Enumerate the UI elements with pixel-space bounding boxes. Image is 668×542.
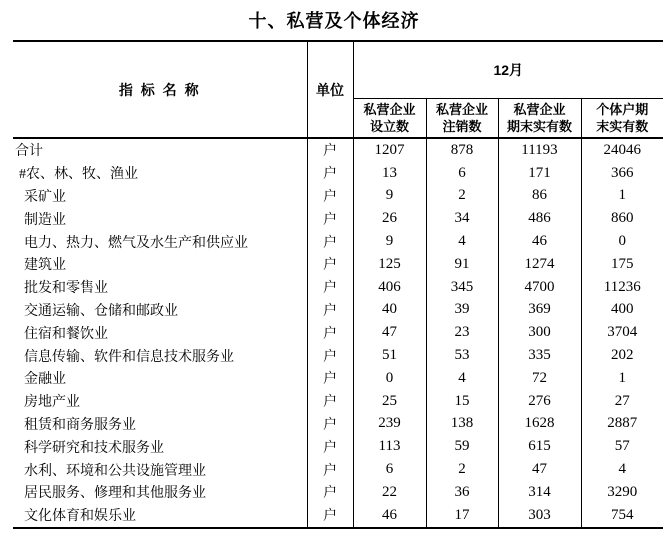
value-cell: 754 xyxy=(581,504,663,528)
value-cell: 15 xyxy=(426,390,498,413)
value-cell: 39 xyxy=(426,299,498,322)
header-col-line: 私营企业 xyxy=(435,102,488,117)
value-cell: 47 xyxy=(382,324,397,341)
value-cell: 239 xyxy=(378,415,401,432)
header-unit: 单位 xyxy=(307,41,353,138)
value-cell: 9 xyxy=(385,187,394,204)
table-row xyxy=(13,481,663,504)
value-cell: 125 xyxy=(378,255,401,272)
row-label: 文化体育和娱乐业 xyxy=(24,509,136,525)
value-cell: 47 xyxy=(498,458,581,481)
value-cell: 2 xyxy=(426,458,498,481)
value-cell: 25 xyxy=(382,392,397,409)
table-row xyxy=(13,253,663,276)
value-cell: 345 xyxy=(426,276,498,299)
header-col-line: 注销数 xyxy=(442,119,482,134)
value-cell: 335 xyxy=(498,344,581,367)
row-label: 信息传输、软件和信息技术服务业 xyxy=(24,349,234,365)
value-cell: 6 xyxy=(426,162,498,185)
value-cell: 6 xyxy=(385,461,394,478)
table-row xyxy=(13,413,663,436)
value-cell: 53 xyxy=(426,344,498,367)
row-unit: 户 xyxy=(307,321,353,344)
value-cell: 3704 xyxy=(581,321,663,344)
row-label: 租赁和商务服务业 xyxy=(24,417,136,433)
header-indicator-name: 指 标 名 称 xyxy=(118,81,201,98)
row-unit: 户 xyxy=(307,207,353,230)
value-cell: 11193 xyxy=(498,138,581,162)
row-label: 批发和零售业 xyxy=(24,281,108,297)
value-cell: 171 xyxy=(498,162,581,185)
table-row xyxy=(13,230,663,253)
row-unit: 户 xyxy=(307,504,353,528)
value-cell: 72 xyxy=(498,367,581,390)
header-col-private-endofperiod xyxy=(498,99,581,139)
header-col-private-deregistered xyxy=(426,99,498,139)
value-cell: 860 xyxy=(581,207,663,230)
value-cell: 1 xyxy=(581,367,663,390)
table-row xyxy=(13,276,663,299)
header-period-december: 12月 xyxy=(353,41,663,99)
table-row xyxy=(13,435,663,458)
statistics-table xyxy=(13,40,663,529)
value-cell: 23 xyxy=(426,321,498,344)
header-col-private-established xyxy=(353,99,426,139)
value-cell: 86 xyxy=(498,185,581,208)
row-label: 建筑业 xyxy=(24,258,66,274)
value-cell: 0 xyxy=(581,230,663,253)
row-unit: 户 xyxy=(307,138,353,162)
value-cell: 59 xyxy=(426,435,498,458)
header-col-line: 期末实有数 xyxy=(506,119,572,134)
row-unit: 户 xyxy=(307,253,353,276)
value-cell: 276 xyxy=(498,390,581,413)
header-col-individual-endofperiod xyxy=(581,99,663,139)
value-cell: 138 xyxy=(426,413,498,436)
value-cell: 91 xyxy=(426,253,498,276)
table-row xyxy=(13,138,663,162)
value-cell: 175 xyxy=(581,253,663,276)
header-col-line: 个体户期 xyxy=(596,102,649,117)
row-label: 科学研究和技术服务业 xyxy=(24,440,164,456)
header-col-line: 私营企业 xyxy=(513,102,566,117)
value-cell: 13 xyxy=(382,164,397,181)
value-cell: 369 xyxy=(498,299,581,322)
row-label: 房地产业 xyxy=(24,395,80,411)
row-label: #农、林、牧、渔业 xyxy=(19,167,138,183)
row-unit: 户 xyxy=(307,230,353,253)
value-cell: 0 xyxy=(385,369,394,386)
row-unit: 户 xyxy=(307,458,353,481)
value-cell: 26 xyxy=(382,210,397,227)
table-row xyxy=(13,185,663,208)
table-row xyxy=(13,390,663,413)
table-row xyxy=(13,344,663,367)
value-cell: 202 xyxy=(581,344,663,367)
table-row xyxy=(13,299,663,322)
value-cell: 2 xyxy=(426,185,498,208)
row-unit: 户 xyxy=(307,276,353,299)
table-row xyxy=(13,321,663,344)
header-col-line: 设立数 xyxy=(369,119,409,134)
table-row xyxy=(13,458,663,481)
row-label: 居民服务、修理和其他服务业 xyxy=(24,486,206,502)
value-cell: 1628 xyxy=(498,413,581,436)
row-unit: 户 xyxy=(307,481,353,504)
table-row xyxy=(13,207,663,230)
header-col-line: 私营企业 xyxy=(363,102,416,117)
row-unit: 户 xyxy=(307,390,353,413)
value-cell: 27 xyxy=(581,390,663,413)
value-cell: 51 xyxy=(382,347,397,364)
value-cell: 57 xyxy=(581,435,663,458)
value-cell: 1274 xyxy=(498,253,581,276)
row-label: 住宿和餐饮业 xyxy=(24,326,108,342)
row-label: 水利、环境和公共设施管理业 xyxy=(24,463,206,479)
value-cell: 4 xyxy=(426,367,498,390)
value-cell: 4 xyxy=(426,230,498,253)
value-cell: 878 xyxy=(426,138,498,162)
value-cell: 615 xyxy=(498,435,581,458)
value-cell: 46 xyxy=(498,230,581,253)
row-label: 制造业 xyxy=(24,212,66,228)
value-cell: 11236 xyxy=(581,276,663,299)
value-cell: 3290 xyxy=(581,481,663,504)
table-row xyxy=(13,504,663,528)
row-unit: 户 xyxy=(307,344,353,367)
row-unit: 户 xyxy=(307,185,353,208)
value-cell: 1207 xyxy=(374,141,405,158)
row-unit: 户 xyxy=(307,367,353,390)
row-label: 电力、热力、燃气及水生产和供应业 xyxy=(24,235,248,251)
table-row xyxy=(13,367,663,390)
value-cell: 40 xyxy=(382,301,397,318)
value-cell: 400 xyxy=(581,299,663,322)
row-label: 交通运输、仓储和邮政业 xyxy=(24,303,178,319)
value-cell: 17 xyxy=(426,504,498,528)
value-cell: 22 xyxy=(382,483,397,500)
value-cell: 24046 xyxy=(581,138,663,162)
value-cell: 486 xyxy=(498,207,581,230)
row-label: 采矿业 xyxy=(24,189,66,205)
value-cell: 1 xyxy=(581,185,663,208)
value-cell: 113 xyxy=(378,438,401,455)
value-cell: 4700 xyxy=(498,276,581,299)
value-cell: 46 xyxy=(382,506,397,523)
row-unit: 户 xyxy=(307,413,353,436)
row-label: 金融业 xyxy=(24,372,66,388)
value-cell: 303 xyxy=(498,504,581,528)
value-cell: 406 xyxy=(378,278,401,295)
value-cell: 34 xyxy=(426,207,498,230)
row-unit: 户 xyxy=(307,162,353,185)
table-body xyxy=(13,138,663,528)
value-cell: 300 xyxy=(498,321,581,344)
value-cell: 314 xyxy=(498,481,581,504)
header-col-line: 末实有数 xyxy=(596,119,649,134)
row-unit: 户 xyxy=(307,435,353,458)
row-label: 合计 xyxy=(15,144,43,160)
table-header xyxy=(13,41,663,138)
table-row xyxy=(13,162,663,185)
value-cell: 2887 xyxy=(581,413,663,436)
value-cell: 36 xyxy=(426,481,498,504)
row-unit: 户 xyxy=(307,299,353,322)
value-cell: 366 xyxy=(581,162,663,185)
page-title: 十、私营及个体经济 xyxy=(248,11,420,31)
value-cell: 9 xyxy=(385,233,394,250)
value-cell: 4 xyxy=(581,458,663,481)
